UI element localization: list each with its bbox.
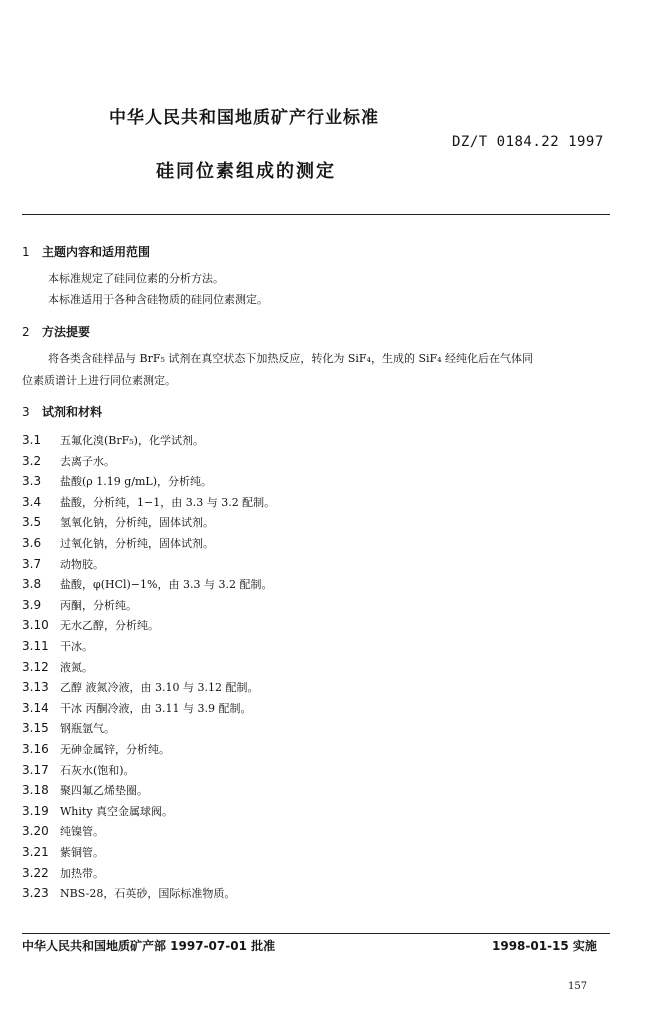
issuing-organization: 中华人民共和国地质矿产行业标准: [109, 108, 379, 128]
item-text: 盐酸(ρ 1.19 g/mL)，分析纯。: [60, 475, 213, 489]
section-title: 方法提要: [42, 325, 91, 339]
paragraph: 将各类含硅样品与 BrF₅ 试剂在真空状态下加热反应，转化为 SiF₄，生成的 SiF₄ 经纯化后在气体同: [48, 352, 534, 365]
item-number: 3.2: [22, 453, 42, 468]
paragraph: 位素质谱计上进行同位素测定。: [22, 374, 176, 387]
implementation-date: 1998-01-15 实施: [492, 939, 597, 953]
item-text: 干冰。: [60, 640, 93, 653]
item-number: 3.7: [22, 556, 42, 571]
approval-info: 中华人民共和国地质矿产部 1997-07-01 批准: [22, 939, 276, 953]
list-item: [22, 432, 204, 448]
document-title: 硅同位素组成的测定: [156, 161, 336, 182]
item-number: 3.20: [22, 824, 49, 839]
list-item: [22, 720, 115, 736]
item-number: 3.6: [22, 536, 42, 550]
list-item: [22, 576, 272, 592]
list-item: [22, 823, 104, 839]
item-text: 加热带。: [60, 866, 104, 880]
item-number: 3.18: [22, 783, 49, 798]
list-item: [22, 494, 275, 510]
item-text: 动物胶。: [60, 557, 104, 571]
item-number: 3.3: [22, 474, 42, 489]
item-number: 3.9: [22, 597, 42, 612]
item-number: 3.11: [22, 639, 49, 653]
item-number: 3.12: [22, 659, 49, 674]
list-item: [22, 762, 135, 778]
item-text: 五氟化溴(BrF₅)，化学试剂。: [60, 434, 204, 447]
list-item: [22, 617, 159, 633]
item-text: 盐酸，φ(HCl)−1%，由 3.3 与 3.2 配制。: [60, 578, 273, 592]
item-text: 石灰水(饱和)。: [60, 763, 135, 777]
section-heading: [22, 323, 90, 340]
item-number: 3.23: [22, 886, 49, 901]
item-number: 3.1: [22, 433, 42, 447]
item-number: 3.17: [22, 762, 49, 777]
item-text: 纯镍管。: [60, 825, 104, 839]
list-item: [22, 741, 170, 757]
paragraph: 本标准适用于各种含硅物质的硅同位素测定。: [48, 293, 268, 306]
item-number: 3.5: [22, 515, 42, 530]
section-title: 主题内容和适用范围: [42, 245, 151, 259]
list-item: [22, 514, 214, 530]
item-text: 乙醇 液氮冷液，由 3.10 与 3.12 配制。: [60, 681, 259, 695]
list-item: [22, 803, 173, 819]
item-text: 盐酸，分析纯，1−1，由 3.3 与 3.2 配制。: [60, 495, 276, 509]
list-item: [22, 473, 212, 489]
item-number: 3.21: [22, 845, 49, 859]
standard-code: DZ/T 0184.22 1997: [452, 134, 604, 150]
item-number: 3.8: [22, 577, 42, 592]
list-item: [22, 700, 251, 716]
section-title: 试剂和材料: [42, 405, 103, 419]
list-item: [22, 885, 235, 901]
section-heading: [22, 403, 102, 420]
item-text: 过氧化钠，分析纯，固体试剂。: [60, 537, 214, 550]
list-item: [22, 535, 214, 551]
item-text: 液氮。: [60, 660, 93, 674]
list-item: [22, 556, 104, 572]
item-number: 3.16: [22, 742, 49, 756]
page-number: 157: [568, 981, 588, 992]
item-text: 去离子水。: [60, 454, 115, 468]
list-item: [22, 659, 93, 675]
paragraph: 本标准规定了硅同位素的分析方法。: [48, 272, 224, 285]
list-item: [22, 638, 93, 654]
list-item: [22, 844, 104, 860]
section-heading: [22, 243, 150, 260]
item-text: 钢瓶氩气。: [60, 722, 115, 736]
item-number: 3.13: [22, 680, 49, 695]
header-divider: [22, 214, 610, 215]
item-text: Whity 真空金属球阀。: [60, 804, 174, 818]
item-text: 无砷金属锌，分析纯。: [60, 743, 170, 756]
list-item: [22, 597, 137, 613]
item-number: 3.22: [22, 865, 49, 880]
list-item: [22, 679, 258, 695]
item-number: 3.4: [22, 494, 42, 509]
list-item: [22, 453, 115, 469]
item-number: 3.14: [22, 700, 49, 715]
section-number: 1: [22, 245, 30, 259]
item-text: 氢氧化钠，分析纯，固体试剂。: [60, 516, 214, 530]
item-text: 紫铜管。: [60, 846, 104, 859]
item-number: 3.10: [22, 618, 49, 633]
item-text: 无水乙醇，分析纯。: [60, 619, 159, 633]
item-text: 丙酮，分析纯。: [60, 598, 137, 612]
item-text: 干冰 丙酮冷液，由 3.11 与 3.9 配制。: [60, 701, 252, 715]
list-item: [22, 865, 104, 881]
footer-divider: [22, 933, 610, 934]
item-number: 3.15: [22, 721, 49, 736]
section-number: 2: [22, 325, 30, 339]
list-item: [22, 782, 148, 798]
section-number: 3: [22, 405, 30, 419]
item-text: NBS-28，石英砂，国际标准物质。: [60, 887, 236, 901]
item-number: 3.19: [22, 803, 49, 818]
item-text: 聚四氟乙烯垫圈。: [60, 784, 148, 798]
